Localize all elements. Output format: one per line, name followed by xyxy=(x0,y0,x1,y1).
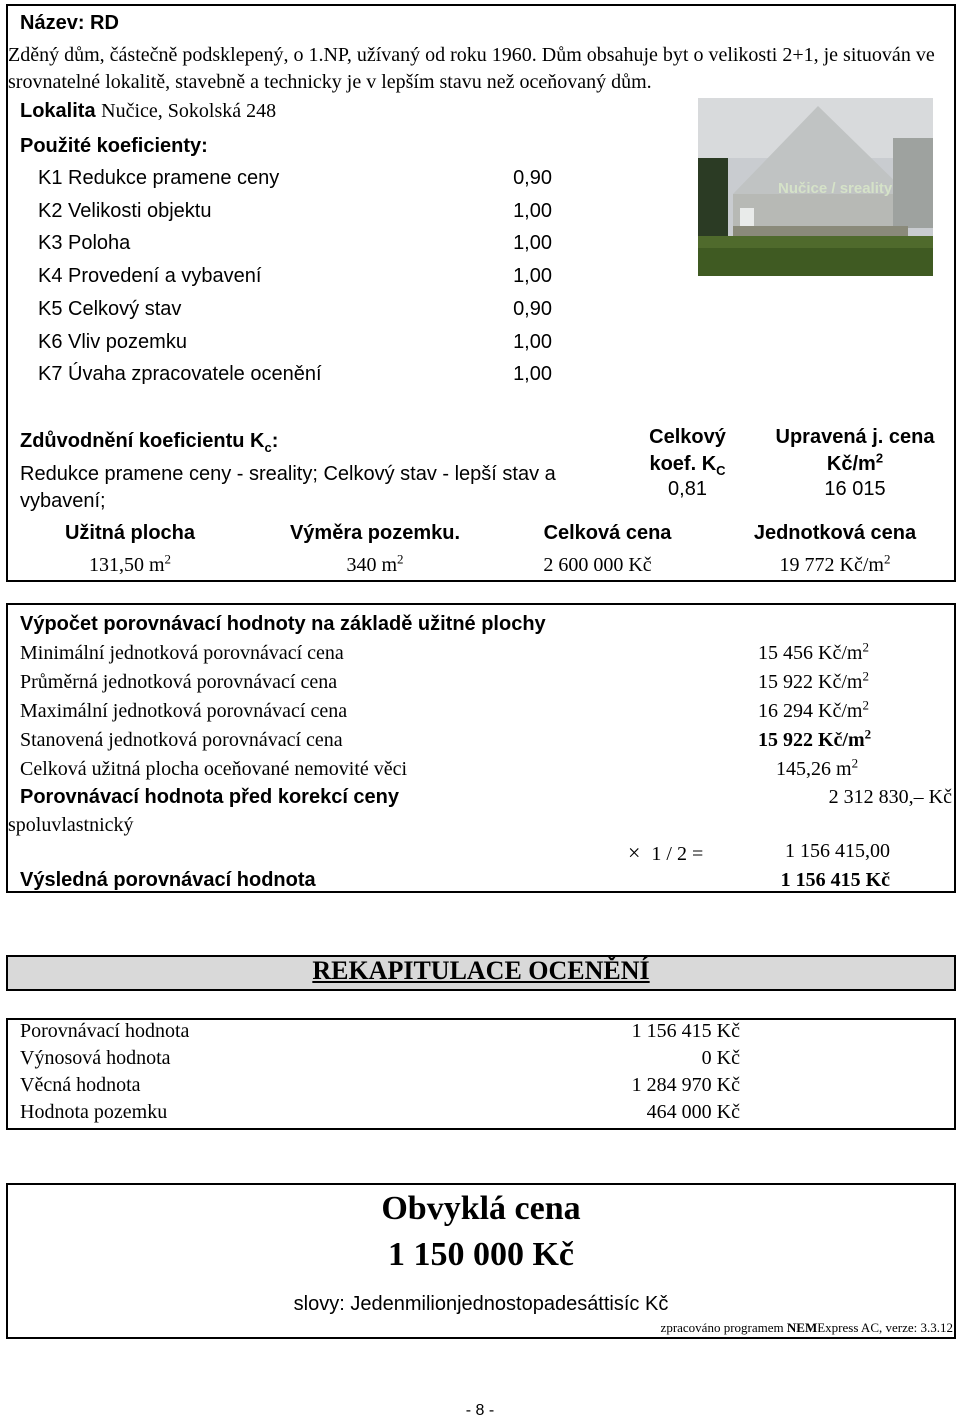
calculation-row-number: 15 922 Kč/m xyxy=(758,671,863,693)
coefficient-label: K7 Úvaha zpracovatele ocenění xyxy=(38,363,322,386)
coefficient-label: K3 Poloha xyxy=(38,232,131,255)
coefficient-value: 1,00 xyxy=(513,199,552,222)
calculation-row-sup: 2 xyxy=(851,755,859,771)
recap-title: REKAPITULACE OCENĚNÍ xyxy=(312,956,650,985)
useful-area-value xyxy=(40,551,220,577)
calculation-row-number: 15 456 Kč/m xyxy=(758,642,863,664)
recap-row-value: 1 284 970 Kč xyxy=(631,1074,740,1096)
calculation-row-label: Stanovená jednotková porovnávací cena xyxy=(20,729,343,751)
justification-text: Redukce pramene ceny - sreality; Celkový stav - lepší stav a vybavení; xyxy=(20,463,556,512)
coefficient-value: 0,90 xyxy=(513,167,552,189)
calculation-row-value xyxy=(758,697,869,723)
land-area-value xyxy=(270,551,480,577)
calculation-row-label: Průměrná jednotková porovnávací cena xyxy=(20,671,338,693)
result-value: 1 156 415 Kč xyxy=(780,869,890,891)
page-number: - 8 - xyxy=(465,1402,495,1419)
total-coefficient-label-text: koef. K xyxy=(649,453,717,475)
calculation-row-value xyxy=(758,726,872,752)
coownership-label: spoluvlastnický xyxy=(8,814,134,836)
final-price-words: slovy: Jedenmilionjednostopadesáttisíc Kč xyxy=(293,1293,669,1315)
calculation-row-sup: 2 xyxy=(862,697,869,713)
result-label: Výsledná porovnávací hodnota xyxy=(20,869,316,891)
land-area-number: 340 m xyxy=(346,554,398,576)
locality xyxy=(20,100,276,123)
adjusted-price-label-line1: Upravená j. cena xyxy=(775,426,935,448)
before-correction-label: Porovnávací hodnota před korekcí ceny xyxy=(20,786,400,808)
total-coefficient-label-sub: C xyxy=(716,463,726,478)
coefficient-label: K1 Redukce pramene ceny xyxy=(38,167,280,189)
calculation-row-value xyxy=(758,668,869,694)
justification-heading-sub: c xyxy=(264,440,272,455)
calculation-row-sup: 2 xyxy=(862,639,869,655)
multiply-icon: × xyxy=(628,840,641,865)
unit-price-sup: 2 xyxy=(883,551,891,567)
unit-price-value xyxy=(735,551,935,577)
final-price-value: 1 150 000 Kč xyxy=(387,1236,575,1273)
coefficient-label: K5 Celkový stav xyxy=(38,297,182,320)
total-coefficient-label xyxy=(630,424,745,478)
adjusted-price-label-text: Kč/m xyxy=(826,453,876,475)
recap-row-value: 464 000 Kč xyxy=(646,1101,740,1123)
share-row xyxy=(628,840,703,866)
header-land-area: Výměra pozemku. xyxy=(289,522,461,544)
useful-area-sup: 2 xyxy=(164,551,172,567)
total-coefficient-label-line1: Celkový xyxy=(649,426,726,448)
adjusted-price-label-sup: 2 xyxy=(875,450,884,466)
unit-price-number: 19 772 Kč/m xyxy=(779,554,884,576)
recap-row-label: Hodnota pozemku xyxy=(20,1101,168,1123)
recap-row-label: Porovnávací hodnota xyxy=(20,1020,190,1042)
coefficient-value: 1,00 xyxy=(513,232,552,255)
property-photo xyxy=(698,98,933,276)
calculation-row-value xyxy=(758,639,869,665)
share-fraction: 1 / 2 = xyxy=(651,843,704,865)
software-footer xyxy=(500,1320,953,1336)
software-footer-suffix: Express AC, verze: 3.3.12 xyxy=(817,1320,953,1335)
coefficient-label: K4 Provedení a vybavení xyxy=(38,265,262,288)
coefficient-value: 1,00 xyxy=(513,265,552,288)
calculation-heading: Výpočet porovnávací hodnoty na základě užitné plochy xyxy=(20,613,546,635)
total-price-value: 2 600 000 Kč xyxy=(543,554,652,576)
recap-row-value: 1 156 415 Kč xyxy=(631,1020,740,1042)
house-photo-image xyxy=(698,98,933,276)
locality-value: Nučice, Sokolská 248 xyxy=(101,100,277,122)
final-price-title: Obvyklá cena xyxy=(381,1190,581,1227)
calculation-row-sup: 2 xyxy=(862,668,869,684)
coefficient-value: 0,90 xyxy=(513,297,552,320)
calculation-row-label: Celková užitná plocha oceňované nemovité věci xyxy=(20,758,408,780)
total-coefficient-value: 0,81 xyxy=(668,478,707,500)
adjusted-price-value: 16 015 xyxy=(824,478,886,500)
recap-row-label: Věcná hodnota xyxy=(20,1074,141,1096)
useful-area-number: 131,50 m xyxy=(88,554,165,576)
header-total-price: Celková cena xyxy=(543,522,672,544)
adjusted-price-label xyxy=(760,424,950,478)
photo-watermark: Nučice / sreality xyxy=(778,180,893,197)
justification-heading xyxy=(20,430,278,453)
recap-row-label: Výnosová hodnota xyxy=(20,1047,171,1069)
calculation-row-number: 145,26 m xyxy=(776,758,852,780)
total-coefficient-label-line2 xyxy=(630,451,745,478)
calculation-row-number: 16 294 Kč/m xyxy=(758,700,863,722)
before-correction-value: 2 312 830,– Kč xyxy=(828,786,952,808)
coefficient-value: 1,00 xyxy=(513,330,552,353)
adjusted-price-label-line2 xyxy=(760,451,950,478)
share-value: 1 156 415,00 xyxy=(785,840,890,862)
calculation-row-label: Minimální jednotková porovnávací cena xyxy=(20,642,344,664)
property-description: Zděný dům, částečně podsklepený, o 1.NP, užívaný od roku 1960. Dům obsahuje byt o velikosti 2+1, je situován ve srovnatelné lokalitě, stavebně a technicky je v lepším stavu než oceňovaný dům. xyxy=(8,44,935,93)
coefficient-value: 1,00 xyxy=(513,363,552,386)
header-useful-area: Užitná plocha xyxy=(64,522,195,544)
software-footer-prefix: zpracováno programem xyxy=(660,1320,787,1335)
coefficient-label: K2 Velikosti objektu xyxy=(38,199,212,222)
calculation-row-value xyxy=(776,755,859,781)
justification-heading-text: Zdůvodnění koeficientu K xyxy=(20,430,265,452)
locality-label: Lokalita xyxy=(20,100,96,122)
coefficients-heading: Použité koeficienty: xyxy=(20,135,208,157)
calculation-row-label: Maximální jednotková porovnávací cena xyxy=(20,700,348,722)
header-unit-price: Jednotková cena xyxy=(753,522,917,544)
land-area-sup: 2 xyxy=(397,551,404,567)
software-footer-brand: NEM xyxy=(786,1320,818,1335)
recap-row-value: 0 Kč xyxy=(701,1047,740,1069)
justification-heading-end: : xyxy=(271,430,279,452)
property-name: Název: RD xyxy=(20,12,119,34)
calculation-row-sup: 2 xyxy=(864,726,872,742)
coefficient-label: K6 Vliv pozemku xyxy=(38,330,187,353)
calculation-row-number: 15 922 Kč/m xyxy=(758,729,865,751)
